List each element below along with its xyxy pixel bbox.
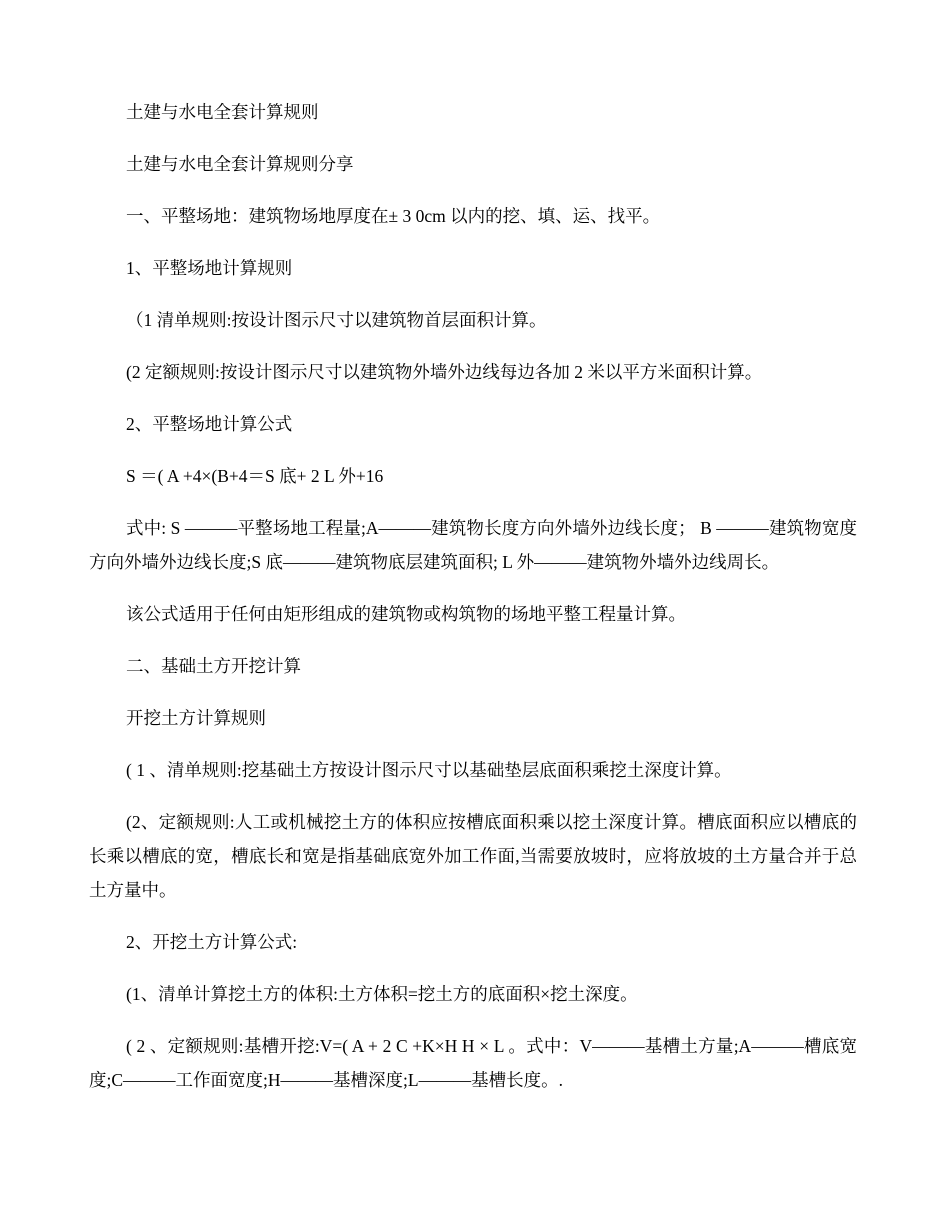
subheading-excavation-formula: 2、开挖土方计算公式: [126, 932, 298, 952]
paragraph-formula-legend: 式中: S ———平整场地工程量;A———建筑物长度方向外墙外边线长度； B ———建筑物宽度方向外墙外边线长度;S 底———建筑物底层建筑面积; L 外———建筑物外墙外边线周长。 [89, 518, 857, 572]
formula-leveling: S ＝( A +4×(B+4＝S 底+ 2 L 外+16 [126, 466, 384, 486]
document-title: 土建与水电全套计算规则 [126, 102, 319, 122]
paragraph-excavation-volume: (1、清单计算挖土方的体积:土方体积=挖土方的底面积×挖土深度。 [126, 984, 638, 1004]
paragraph-excavation-quota-rule: (2、定额规则:人工或机械挖土方的体积应按槽底面积乘以挖土深度计算。槽底面积应以槽底的长乘以槽底的宽，槽底长和宽是指基础底宽外加工作面,当需要放坡时，应将放坡的土方量合并于总土方量中。 [89, 812, 857, 900]
subheading-excavation-rules: 开挖土方计算规则 [126, 708, 266, 728]
subheading-leveling-formula: 2、平整场地计算公式 [126, 414, 293, 434]
subheading-leveling-rules: 1、平整场地计算规则 [126, 258, 293, 278]
paragraph-formula-applicability: 该公式适用于任何由矩形组成的建筑物或构筑物的场地平整工程量计算。 [126, 604, 686, 624]
paragraph-excavation-list-rule: ( 1 、清单规则:挖基础土方按设计图示尺寸以基础垫层底面积乘挖土深度计算。 [126, 760, 732, 780]
paragraph-quota-rule: (2 定额规则:按设计图示尺寸以建筑物外墙外边线每边各加 2 米以平方米面积计算。 [126, 362, 763, 382]
paragraph-trench-formula: ( 2 、定额规则:基槽开挖:V=( A + 2 C +K×H H × L 。式中：V———基槽土方量;A———槽底宽度;C———工作面宽度;H———基槽深度;L———基槽长度。. [89, 1036, 857, 1090]
section-heading-excavation: 二、基础土方开挖计算 [126, 656, 301, 676]
document-subtitle: 土建与水电全套计算规则分享 [126, 154, 354, 174]
section-heading-site-leveling: 一、平整场地：建筑物场地厚度在± 3 0cm 以内的挖、填、运、找平。 [126, 206, 661, 226]
paragraph-list-rule: （1 清单规则:按设计图示尺寸以建筑物首层面积计算。 [126, 310, 547, 330]
